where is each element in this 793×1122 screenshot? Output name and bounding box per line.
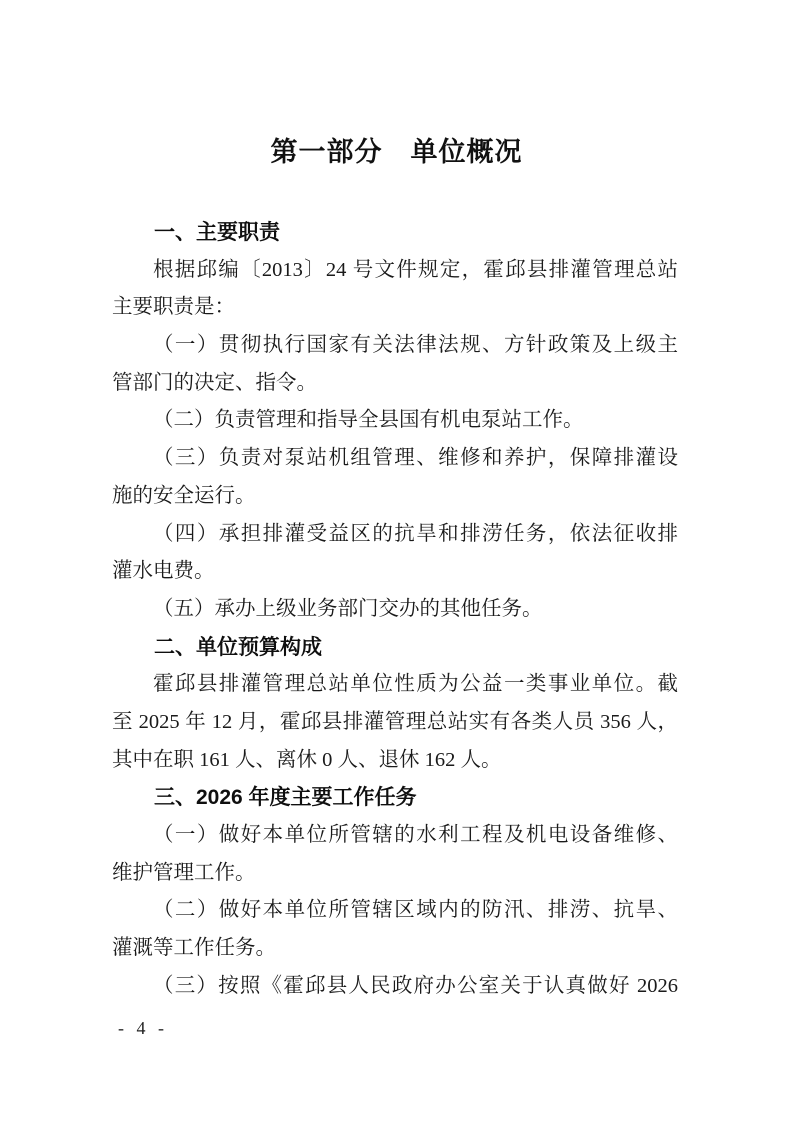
document-body [112, 214, 678, 1005]
page-title: 第一部分 单位概况 [270, 137, 523, 167]
document-line: （二）做好本单位所管辖区域内的防汛、排涝、抗旱、 [153, 899, 678, 922]
document-line: （二）负责管理和指导全县国有机电泵站工作。 [153, 409, 584, 432]
document-line: 其中在职 161 人、离休 0 人、退休 162 人。 [112, 748, 502, 771]
document-line: （三）负责对泵站机组管理、维修和养护，保障排灌设 [153, 447, 678, 470]
section-heading: 三、2026 年度主要工作任务 [154, 786, 417, 810]
document-line: 至 2025 年 12 月，霍邱县排灌管理总站实有各类人员 356 人， [112, 710, 678, 733]
document-line: 灌溉等工作任务。 [112, 937, 276, 960]
document-line: 根据邱编〔2013〕24 号文件规定，霍邱县排灌管理总站 [153, 258, 678, 281]
document-line: （四）承担排灌受益区的抗旱和排涝任务，依法征收排 [153, 522, 678, 545]
document-line: 灌水电费。 [112, 560, 215, 583]
document-line: 施的安全运行。 [112, 484, 256, 507]
document-line: （一）贯彻执行国家有关法律法规、方针政策及上级主 [153, 334, 678, 357]
document-line: 主要职责是： [112, 296, 235, 319]
document-line: （一）做好本单位所管辖的水利工程及机电设备维修、 [153, 824, 678, 846]
document-line: 霍邱县排灌管理总站单位性质为公益一类事业单位。截 [153, 673, 678, 696]
page-number: - 4 - [118, 1018, 168, 1038]
section-heading: 二、单位预算构成 [154, 635, 322, 659]
document-line: 管部门的决定、指令。 [112, 371, 317, 394]
section-heading: 一、主要职责 [154, 221, 280, 244]
document-line: （五）承办上级业务部门交办的其他任务。 [153, 597, 543, 620]
document-line: （三）按照《霍邱县人民政府办公室关于认真做好 2026 [153, 974, 678, 997]
document-line: 维护管理工作。 [112, 861, 256, 884]
